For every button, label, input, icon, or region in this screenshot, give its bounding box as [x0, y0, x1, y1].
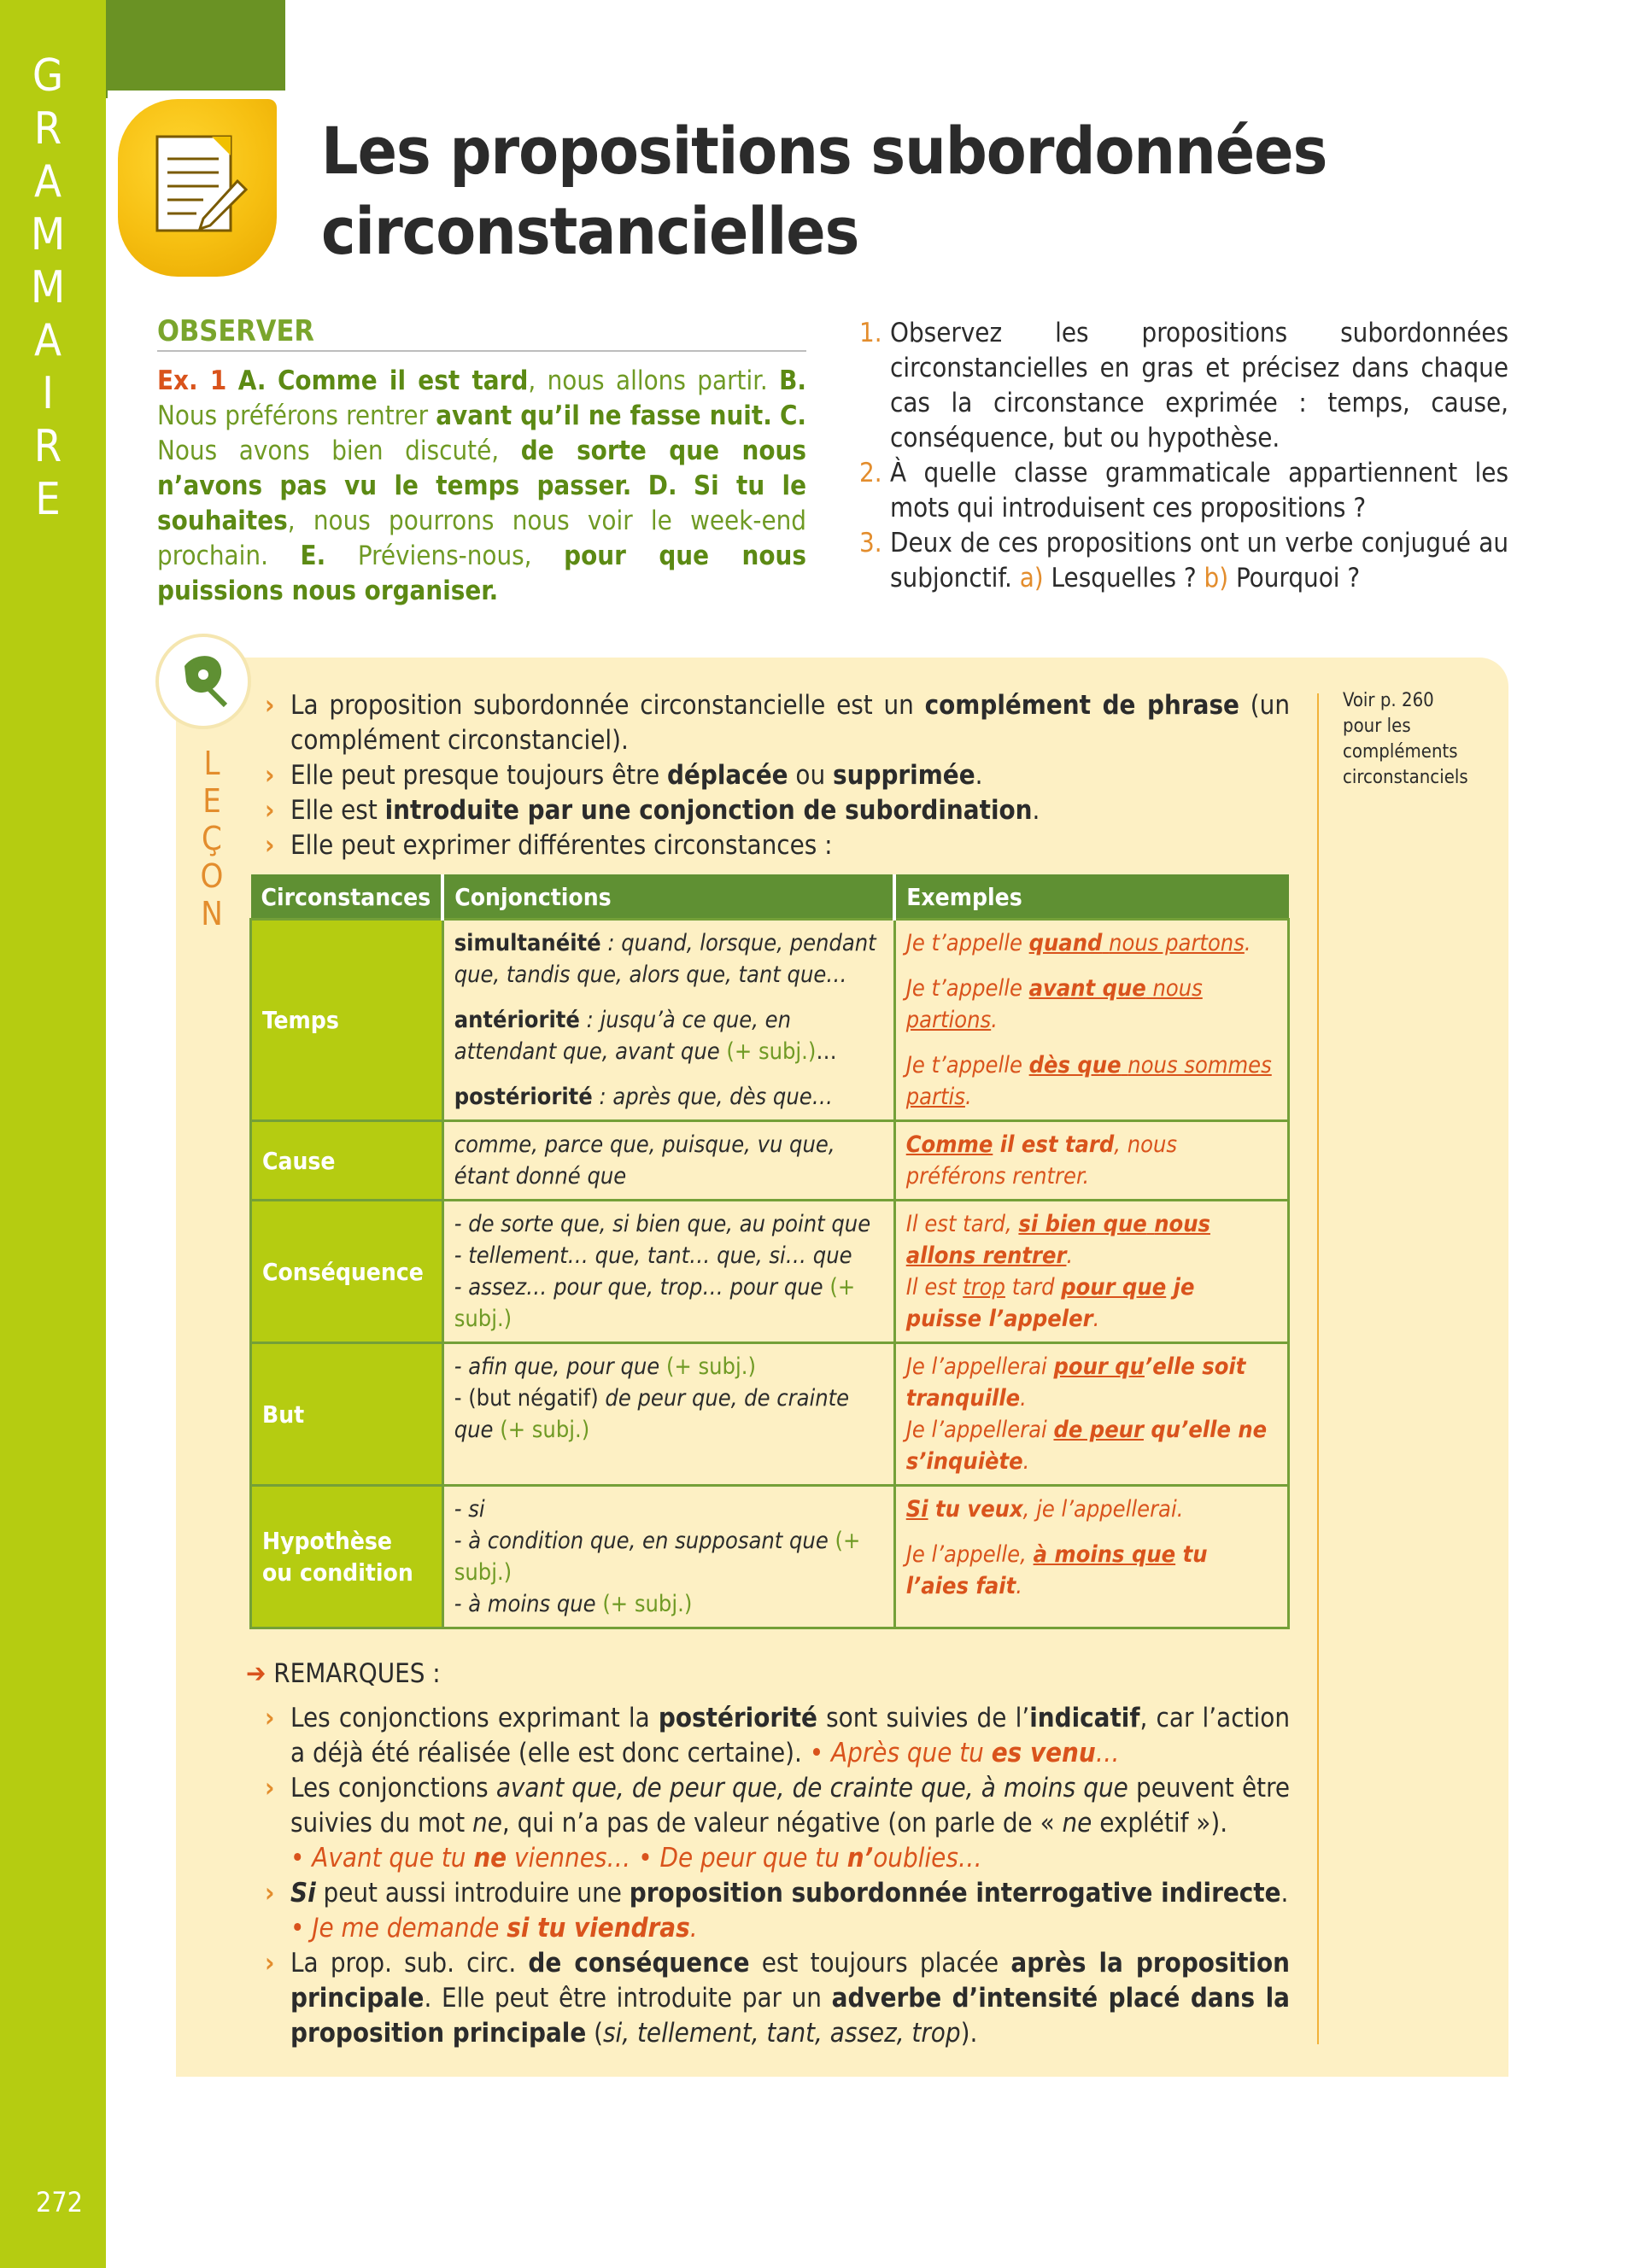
bullet-item: › Elle est introduite par une conjonction de subordination. [261, 793, 1290, 828]
question-item: 3. Deux de ces propositions ont un verbe conjugué au subjonctif. a) Lesquelles ? b) Pourquoi ? [859, 528, 1508, 593]
table-row [251, 1201, 1289, 1343]
bullet-item: › Elle peut presque toujours être déplacée ou supprimée. [261, 758, 1290, 793]
table-header: Conjonctions [442, 874, 894, 920]
chevron-right-icon: › [265, 1878, 275, 1909]
side-note: Voir p. 260 pour les compléments circonstanciels [1343, 690, 1468, 788]
conjunctions-cell: - afin que, pour que (+ subj.) - (but négatif) de peur que, de crainte que (+ subj.) [442, 1343, 894, 1486]
conjunctions-cell: - si - à condition que, en supposant que (+ subj.) - à moins que (+ subj.) [442, 1486, 894, 1628]
table-row [251, 1343, 1289, 1486]
chevron-right-icon: › [265, 1703, 275, 1733]
observer-heading: OBSERVER [157, 314, 806, 352]
row-label: Cause [251, 1121, 443, 1201]
table-row [251, 1486, 1289, 1628]
question-list [859, 316, 1508, 596]
table-row [251, 920, 1289, 1121]
chevron-right-icon: › [265, 1773, 275, 1803]
question-item: 1. Observez les propositions subordonnées circonstancielles en gras et précisez dans chaque cas la circonstance exprimée : temps, cause, conséquence, but ou hypothèse. [859, 318, 1508, 453]
remark-item: › La prop. sub. circ. de conséquence est toujours placée après la proposition principale. Elle peut être introduite par un adverbe d’intensité placé dans la proposition principale (si, tellement, tant, assez, trop). [265, 1948, 1291, 2049]
row-label: Temps [251, 920, 443, 1121]
chevron-right-icon: › [265, 1948, 275, 1979]
bullet-item: › Elle peut exprimer différentes circonstances : [261, 828, 1290, 863]
section-label-grammaire: G R A M M A I R E [30, 50, 66, 525]
bullet-item: › La proposition subordonnée circonstancielle est un complément de phrase (un complément circonstanciel). [265, 690, 1290, 756]
conjunctions-cell: simultanéité : quand, lorsque, pendant que, tandis que, alors que, tant que… antériorité : jusqu’à ce que, en attendant que, avant que (+ subj.)… postériorité : après que, dès que… [442, 920, 894, 1121]
circumstances-table [249, 874, 1290, 1629]
examples-cell: Je t’appelle quand nous partons. Je t’appelle avant que nous partions. Je t’appelle dès que nous sommes partis. [894, 920, 1288, 1121]
remark-item: › Les conjonctions avant que, de peur que, de crainte que, à moins que peuvent être suivies du mot ne, qui n’a pas de valeur négative (on parle de « ne explétif »). • Avant que tu ne viennes… • De peur que tu n’oublies… [265, 1773, 1291, 1873]
remarks-list [261, 1701, 1290, 2051]
examples-cell: Il est tard, si bien que nous allons rentrer. Il est trop tard pour que je puisse l’appeler. [894, 1201, 1288, 1343]
conjunctions-cell: comme, parce que, puisque, vu que, étant donné que [442, 1121, 894, 1201]
exercise-label: Ex. 1 [157, 365, 227, 396]
chevron-right-icon: › [265, 795, 275, 826]
table-header-row [251, 874, 1289, 920]
arrow-right-icon: ➔ [246, 1658, 266, 1689]
chevron-right-icon: › [265, 690, 275, 721]
chevron-right-icon: › [265, 760, 275, 791]
examples-cell: Je l’appellerai pour qu’elle soit tranquille. Je l’appellerai de peur qu’elle ne s’inquiète. [894, 1343, 1288, 1486]
document-pencil-icon [118, 99, 277, 277]
conjunctions-cell: - de sorte que, si bien que, au point que - tellement… que, tant… que, si… que - assez… pour que, trop… pour que (+ subj.) [442, 1201, 894, 1343]
header-green-block [106, 0, 285, 98]
lesson-bullets [261, 688, 1290, 863]
exercise-text: Ex. 1 A. Comme il est tard, nous allons partir. B. Nous préférons rentrer avant qu’il ne fasse nuit. C. Nous avons bien discuté, de sorte que nous n’avons pas vu le temps passer. D. Si tu le souhaites, nous pourrons nous voir le week-end prochain. E. Préviens-nous, pour que nous puissions nous organiser. [157, 365, 807, 606]
question-item: 2. À quelle classe grammaticale appartiennent les mots qui introduisent ces propositions ? [859, 458, 1508, 523]
remark-item: › Si peut aussi introduire une proposition subordonnée interrogative indirecte. • Je me demande si tu viendras. [265, 1878, 1289, 1944]
chevron-right-icon: › [265, 830, 275, 861]
remarks-heading: ➔ REMARQUES : [246, 1658, 441, 1689]
examples-cell: Si tu veux, je l’appellerai. Je l’appelle, à moins que tu l’aies fait. [894, 1486, 1288, 1628]
page-title: Les propositions subordonnées circonstancielles [321, 113, 1327, 269]
sidebar-strip [0, 0, 106, 2268]
table-row [251, 1121, 1289, 1201]
row-label: But [251, 1343, 443, 1486]
table-header: Circonstances [251, 874, 443, 920]
remark-item: › Les conjonctions exprimant la postériorité sont suivies de l’indicatif, car l’action a déjà été réalisée (elle est donc certaine). • Après que tu es venu… [265, 1703, 1291, 1768]
lesson-label: L E Ç O N [200, 745, 224, 932]
leaf-icon [155, 634, 251, 729]
examples-cell: Comme il est tard, nous préférons rentrer. [894, 1121, 1288, 1201]
page-number: 272 [36, 2186, 83, 2218]
row-label: Conséquence [251, 1201, 443, 1343]
table-header: Exemples [894, 874, 1288, 920]
row-label: Hypothèse ou condition [251, 1486, 443, 1628]
side-divider [1317, 693, 1319, 2044]
